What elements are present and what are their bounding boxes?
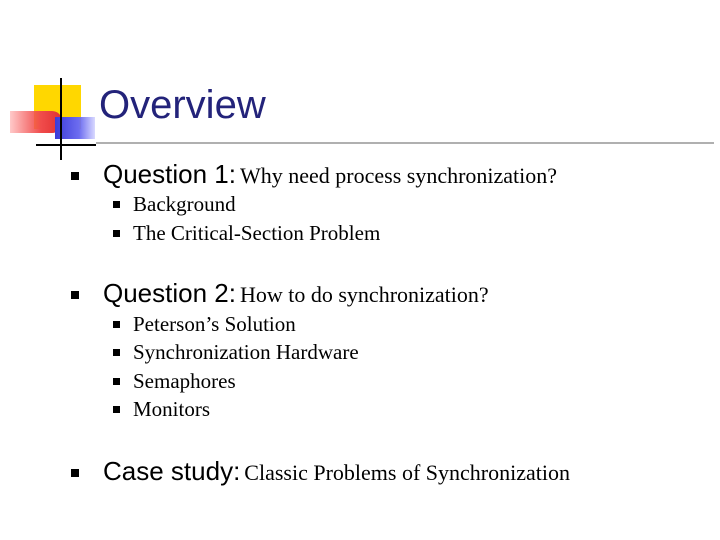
- bullet-icon: [113, 378, 120, 385]
- section-1-lead: Question 1:: [103, 159, 236, 189]
- bullet-icon: [113, 321, 120, 328]
- section-1-item-2: The Critical-Section Problem: [133, 221, 381, 245]
- bullet-icon: [113, 201, 120, 208]
- title-divider: [96, 142, 714, 144]
- slide-logo: [0, 0, 110, 170]
- section-2-item-1: Peterson’s Solution: [133, 312, 296, 336]
- logo-horizontal-line: [36, 144, 96, 146]
- section-2-item-4: Monitors: [133, 397, 211, 421]
- section-3-heading: [103, 456, 570, 491]
- section-1-heading: [103, 159, 557, 194]
- logo-vertical-line: [60, 78, 62, 160]
- section-2-text: How to do synchronization?: [239, 282, 489, 307]
- section-2-item-3: Semaphores: [133, 369, 236, 393]
- slide-title: Overview: [99, 83, 266, 127]
- section-3-text: Classic Problems of Synchronization: [244, 460, 570, 485]
- bullet-icon: [71, 469, 79, 477]
- section-2-item-2: Synchronization Hardware: [133, 340, 359, 364]
- bullet-icon: [113, 230, 120, 237]
- bullet-icon: [113, 406, 120, 413]
- section-1-item-1: Background: [133, 192, 236, 216]
- section-2-lead: Question 2:: [103, 278, 236, 308]
- section-1-text: Why need process synchronization?: [239, 163, 558, 188]
- bullet-icon: [71, 172, 79, 180]
- bullet-icon: [113, 349, 120, 356]
- section-2-heading: [103, 278, 489, 313]
- section-3-lead: Case study:: [103, 456, 241, 486]
- bullet-icon: [71, 291, 79, 299]
